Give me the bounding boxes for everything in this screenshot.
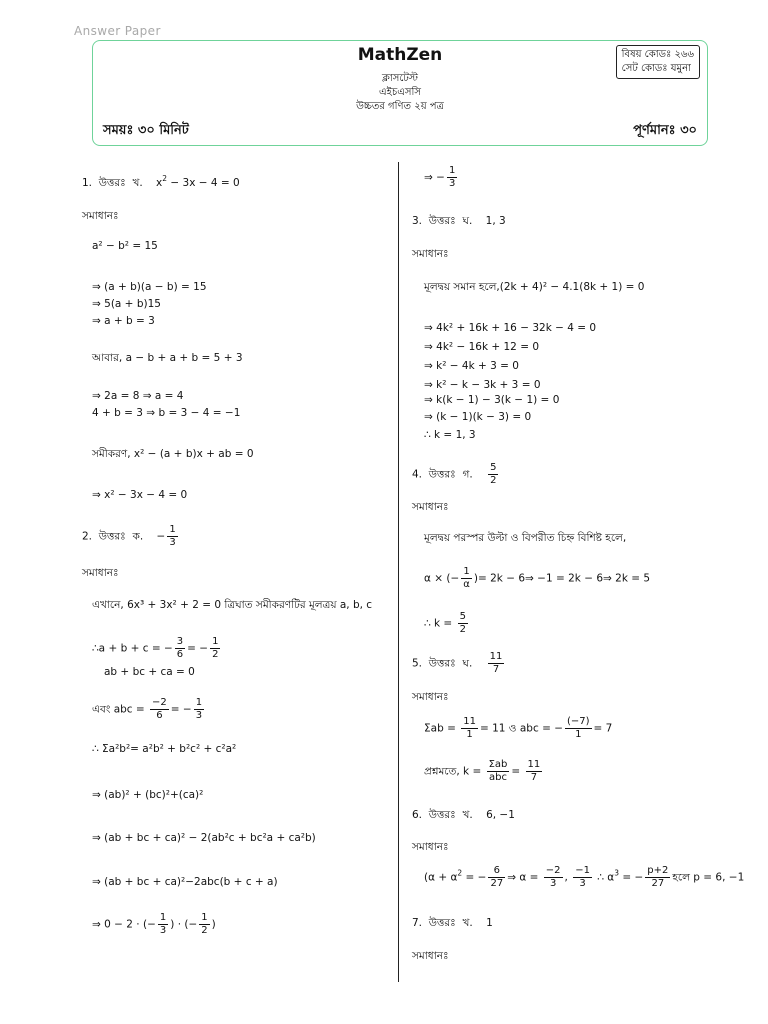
subject-code: বিষয় কোডঃ ২৬৬ — [621, 49, 694, 60]
q2-option: ক. — [132, 530, 144, 543]
q3-answer-label: উত্তরঃ — [428, 215, 456, 227]
q5-option: ঘ. — [462, 657, 473, 670]
q2-step-8: ⇒ (ab + bc + ca)²−2abc(b + c + a) — [92, 876, 278, 888]
subject-name: উচ্চতর গণিত ২য় পত্র — [356, 101, 444, 112]
q6-option: খ. — [462, 809, 473, 821]
q4-option: গ. — [462, 468, 473, 481]
q3-solution-label: সমাধানঃ — [412, 248, 449, 260]
q2-step-10: ⇒ − $\frac{1}{3}$ — [424, 165, 456, 189]
q3-step-2: ⇒ 4k² + 16k + 16 − 32k − 4 = 0 — [424, 322, 597, 334]
q2-step-4: এবং abc = $\frac{-2}{6}$ = − $\frac{1}{3}$ — [92, 697, 203, 721]
q7-answer: 1 — [486, 917, 493, 929]
brand-logo: MathZen — [357, 45, 443, 65]
column-divider — [398, 162, 399, 982]
q1-step-6: ⇒ 2a = 8 ⇒ a = 4 — [92, 390, 184, 402]
q3-step-6: ⇒ k(k − 1) − 3(k − 1) = 0 — [424, 394, 560, 406]
q4-answer-fraction: $\frac{5}{2}$ — [490, 462, 497, 486]
q2-solution-label: সমাধানঃ — [82, 567, 119, 579]
q1-step-9: ⇒ x² − 3x − 4 = 0 — [92, 489, 188, 501]
q2-step-6: ⇒ (ab)² + (bc)²+(ca)² — [92, 789, 204, 801]
q1-number: 1. — [82, 177, 93, 189]
q7-option: খ. — [462, 917, 473, 929]
q1-solution-label: সমাধানঃ — [82, 210, 119, 222]
q3-answer-line — [412, 214, 506, 231]
q3-step-5: ⇒ k² − k − 3k + 3 = 0 — [424, 379, 541, 391]
q1-step-5: আবার, a − b + a + b = 5 + 3 — [92, 352, 243, 364]
q5-answer-label: উত্তরঃ — [428, 657, 456, 670]
q1-answer-label: উত্তরঃ — [98, 177, 126, 189]
q3-step-1: মূলদ্বয় সমান হলে,(2k + 4)² − 4.1(8k + 1) = 0 — [424, 281, 645, 293]
q2-step-7: ⇒ (ab + bc + ca)² − 2(ab²c + bc²a + ca²b) — [92, 832, 316, 844]
q4-answer-label: উত্তরঃ — [428, 468, 456, 481]
q6-answer-label: উত্তরঃ — [428, 809, 456, 821]
set-code: সেট কোডঃ যমুনা — [621, 63, 691, 74]
q1-option: খ. — [132, 177, 143, 189]
q3-number: 3. — [412, 215, 423, 227]
exam-time: সময়ঃ ৩০ মিনিট — [103, 123, 189, 138]
exam-level: এইচএসসি — [379, 87, 421, 98]
exam-type: ক্লাসটেস্ট — [382, 73, 418, 84]
q6-answer-line — [412, 808, 515, 825]
q2-step-5: ∴ Σa²b²= a²b² + b²c² + c²a² — [92, 743, 237, 755]
q6-answer: 6, −1 — [486, 809, 515, 821]
q5-step-2: প্রশ্নমতে, k = $\frac{\text{Σab}}{\text{abc}}$ = $\frac{11}{7}$ — [424, 759, 541, 783]
q3-answer: 1, 3 — [485, 215, 506, 227]
q1-step-3: ⇒ 5(a + b)15 — [92, 298, 161, 310]
q1-step-7: 4 + b = 3 ⇒ b = 3 − 4 = −1 — [92, 407, 241, 419]
q7-answer-line — [412, 916, 493, 933]
q2-step-2: ∴a + b + c = − $\frac{3}{6}$ = − $\frac{1}{2}$ — [92, 636, 219, 660]
q7-number: 7. — [412, 917, 423, 929]
q4-step-2: α × (− $\frac{1}{\alpha}$ )= 2k − 6⇒ −1 = 2k − 6⇒ 2k = 5 — [424, 566, 651, 590]
q5-answer-line — [412, 651, 506, 676]
code-box — [616, 45, 700, 79]
q2-step-3: ab + bc + ca = 0 — [104, 666, 195, 678]
q4-step-3: ∴ k = $\frac{5}{2}$ — [424, 611, 466, 635]
q3-step-7: ⇒ (k − 1)(k − 3) = 0 — [424, 411, 532, 423]
q1-step-8: সমীকরণ, x² − (a + b)x + ab = 0 — [92, 448, 254, 460]
q3-step-8: ∴ k = 1, 3 — [424, 429, 476, 441]
header-box — [92, 40, 708, 146]
q2-answer-label: উত্তরঃ — [98, 530, 126, 543]
q3-step-4: ⇒ k² − 4k + 3 = 0 — [424, 360, 519, 372]
q1-answer-line: 1. উত্তরঃ খ. $x^2 - 3x - 4 = 0$ — [82, 174, 240, 189]
q1-step-2: ⇒ (a + b)(a − b) = 15 — [92, 281, 207, 293]
q1-step-1: a² − b² = 15 — [92, 240, 158, 252]
q5-answer-fraction: $\frac{11}{7}$ — [489, 651, 503, 675]
q3-option: ঘ. — [462, 215, 473, 227]
q1-step-4: ⇒ a + b = 3 — [92, 315, 155, 327]
q7-solution-label: সমাধানঃ — [412, 950, 449, 962]
q2-step-1: এখানে, 6x³ + 3x² + 2 = 0 ত্রিঘাত সমীকরণটির মূলত্রয় a, b, c — [92, 599, 373, 611]
q4-answer-line — [412, 462, 500, 487]
q7-answer-label: উত্তরঃ — [428, 917, 456, 929]
q5-number: 5. — [412, 657, 423, 670]
q5-step-1: Σab = $\frac{11}{1}$ = 11 ও abc = − $\frac{(-7)}{1}$ = 7 — [424, 716, 613, 740]
q6-solution-label: সমাধানঃ — [412, 841, 449, 853]
full-marks: পূর্ণমানঃ ৩০ — [633, 123, 697, 138]
answer-paper-watermark: Answer Paper — [74, 24, 161, 38]
q2-answer-line: 2. উত্তরঃ ক. − $\frac{1}{3}$ — [82, 524, 176, 548]
q2-answer-fraction: $\frac{1}{3}$ — [169, 524, 176, 548]
q2-number: 2. — [82, 530, 93, 543]
q2-step-9: ⇒ 0 − 2 · (− $\frac{1}{3}$ ) · (− $\frac{1}{2}$ ) — [92, 912, 216, 936]
q4-step-1: মূলদ্বয় পরস্পর উল্টা ও বিপরীত চিহ্ন বিশিষ্ট হলে, — [424, 532, 627, 544]
q3-step-3: ⇒ 4k² − 16k + 12 = 0 — [424, 341, 540, 353]
q6-step-1: ($\alpha + \alpha^2$ = − $\frac{6}{27}$ ⇒ α = $\frac{-2}{3}$ , $\frac{-1}{3}$ ∴ $\alpha^3$ = − $\frac{p+2}{27}$ হলে p = 6, −1 — [424, 865, 745, 889]
q4-number: 4. — [412, 468, 423, 481]
q5-solution-label: সমাধানঃ — [412, 691, 449, 703]
q6-number: 6. — [412, 809, 423, 821]
q4-solution-label: সমাধানঃ — [412, 501, 449, 513]
